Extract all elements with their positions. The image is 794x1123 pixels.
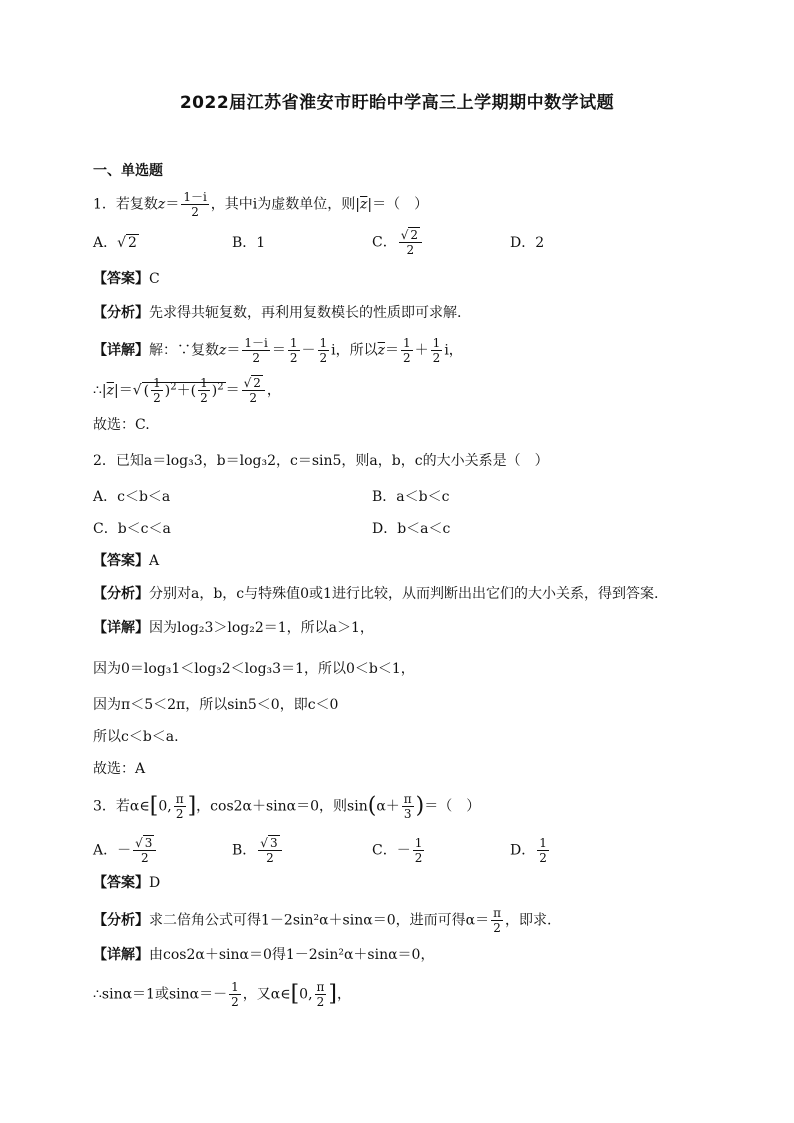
q1-analysis: 【分析】先求得共轭复数，再利用复数模长的性质即可求解.	[93, 305, 462, 321]
q1-answer: 【答案】C	[93, 271, 160, 287]
q2-option-a: A．c＜b＜a	[93, 489, 171, 505]
q2-detail-1: 【详解】因为log₂3＞log₂2＝1，所以a＞1，	[93, 620, 374, 636]
question-3: 3．若α∈[0, $\frac{\pi}{2}$ ]，cos2α＋sinα＝0，则sin(α＋ $\frac{\pi}{3}$ )＝（ ）	[93, 792, 481, 821]
q2-option-c: C．b＜c＜a	[93, 521, 171, 537]
q1-option-a: A．√ 2	[93, 235, 137, 251]
page-title: 2022届江苏省淮安市盱眙中学高三上学期期中数学试题	[179, 93, 615, 113]
question-1: 1．若复数z＝ $\frac{1-i}{2}$ ，其中i为虚数单位，则$|\overline{z}|=$（ ）	[93, 190, 429, 219]
q3-answer: 【答案】D	[93, 875, 161, 891]
q2-answer: 【答案】A	[93, 553, 160, 569]
q2-option-b: B．a＜b＜c	[372, 489, 450, 505]
q2-conclusion: 故选：A	[93, 761, 146, 777]
q1-option-b: B．1	[232, 235, 266, 251]
q3-option-c: C．－ $\frac{1}{2}$	[372, 836, 423, 865]
q1-option-c: C． $\frac{√ 2}{2}$	[372, 228, 424, 257]
q1-conclusion: 故选：C.	[93, 417, 150, 433]
question-2: 2．已知a＝log₃3，b＝log₃2，c＝sin5，则a，b，c的大小关系是（ ）	[93, 453, 549, 469]
q1-option-d: D．2	[510, 235, 545, 251]
section-heading: 一、单选题	[93, 163, 163, 179]
q3-analysis: 【分析】求二倍角公式可得1－2sin²α＋sinα＝0，进而可得α＝ $\frac{\pi}{2}$ ，即求.	[93, 906, 552, 935]
q3-option-a: A．－ $\frac{√ 3}{2}$	[93, 836, 158, 865]
q1-detail-1: 【详解】解：∵复数z＝ $\frac{1-i}{2}$ ＝ $\frac{1}{2}$ － $\frac{1}{2}$ i，所以$\overline{z}=$ $\frac{1}{2}$ ＋ $\frac{1}{2}$ i，	[93, 336, 463, 365]
q1-detail-2: $\therefore|\overline{z}|=√$ ( $\frac{1}{2}$ )$^2$＋( $\frac{1}{2}$ )$^2$ ＝ $\frac{√ 2}{2}$ ，	[93, 376, 281, 406]
q2-detail-3: 因为π＜5＜2π，所以sin5＜0，即c＜0	[93, 697, 339, 713]
q2-detail-2: 因为0＝log₃1＜log₃2＜log₃3＝1，所以0＜b＜1，	[93, 661, 415, 677]
q2-detail-4: 所以c＜b＜a.	[93, 729, 179, 745]
q3-detail-2: ∴sinα＝1或sinα＝－ $\frac{1}{2}$ ，又α∈[0, $\frac{\pi}{2}$ ]，	[93, 980, 351, 1009]
q2-analysis: 【分析】分别对a，b，c与特殊值0或1进行比较，从而判断出出它们的大小关系，得到答案.	[93, 586, 659, 602]
q2-option-d: D．b＜a＜c	[372, 521, 451, 537]
q3-option-b: B． $\frac{√ 3}{2}$	[232, 836, 284, 865]
q3-option-d: D． $\frac{1}{2}$	[510, 836, 547, 865]
q3-detail-1: 【详解】由cos2α＋sinα＝0得1－2sin²α＋sinα＝0，	[93, 947, 435, 963]
